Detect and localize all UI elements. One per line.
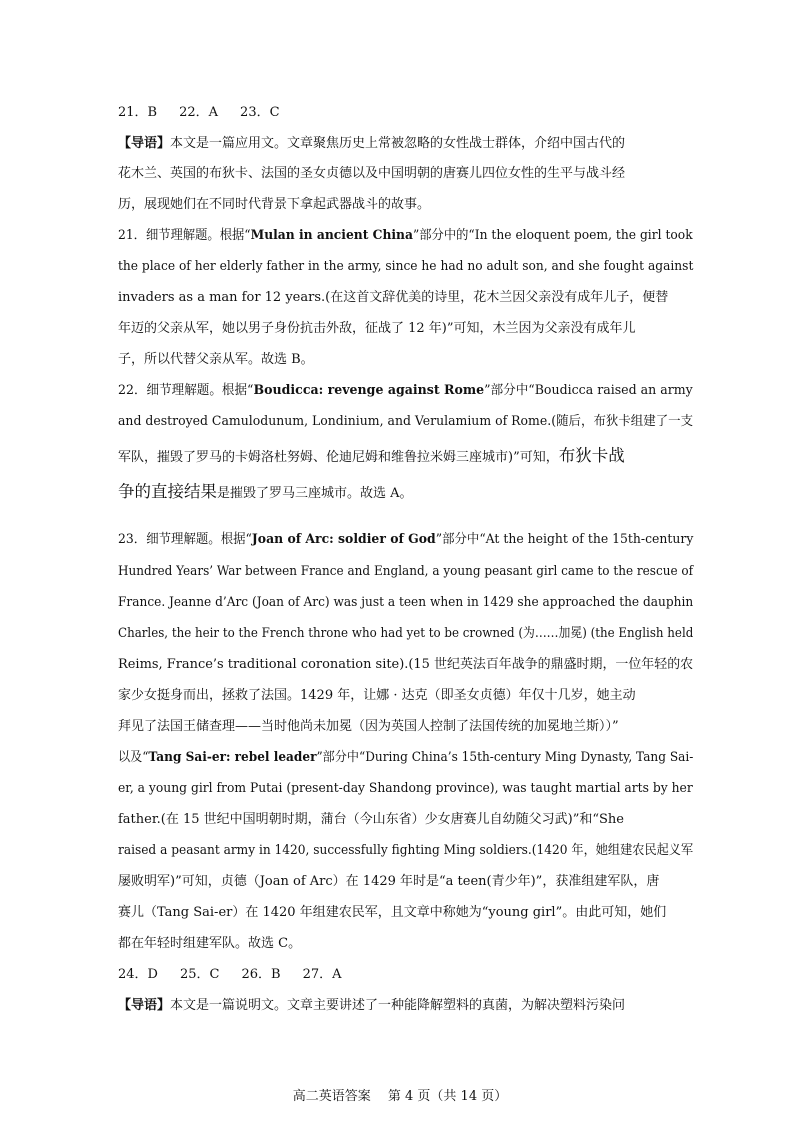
q21-line-4: 年迈的父亲从军，她以男子身份抗击外敌，征战了 12 年)”可知，木兰因为父亲没有成年儿 [118, 321, 636, 336]
intro2-tag: 【导语】 [118, 998, 171, 1013]
q23-section-title: Joan of Arc: soldier of God [251, 532, 436, 547]
q23-line-3: France. Jeanne d’Arc (Joan of Arc) was just a teen when in 1429 she approached the dauphin [118, 595, 694, 610]
q23-section-title-2: Tang Sai-er: rebel leader [148, 750, 317, 765]
answer-27: 27．A [302, 967, 342, 982]
answer-26: 26．B [241, 967, 281, 982]
q21-line-1: 21．细节理解题。根据“Mulan in ancient China”部分中的“In the eloquent poem, the girl took [118, 228, 693, 243]
q21-section-title: Mulan in ancient China [250, 228, 413, 243]
q23-line-7: 拜见了法国王储查理——当时他尚未加冕（因为英国人控制了法国传统的加冕地兰斯））” [118, 719, 619, 734]
answer-21: 21．B [118, 105, 158, 120]
q21-line-2: the place of her elderly father in the army, since he had no adult son, and she fought against [118, 259, 694, 274]
intro-tag: 【导语】 [118, 136, 171, 151]
intro2-line-1: 【导语】本文是一篇说明文。文章主要讲述了一种能降解塑料的真菌，为解决塑料污染问 [118, 998, 626, 1013]
page-footer: 高二英语答案 第 4 页（共 14 页） [292, 1089, 508, 1104]
q23-line-8: 以及“Tang Sai-er: rebel leader”部分中“During China’s 15th-century Ming Dynasty, Tang Sai- [118, 750, 694, 765]
q23-line-11: raised a peasant army in 1420, successfully fighting Ming soldiers.(1420 年，她组建农民起义军 [118, 843, 694, 858]
q22-emphasis-1: 布狄卡战 [558, 446, 625, 465]
answer-row-21-23 [118, 103, 693, 123]
answer-row-24-27 [118, 965, 693, 985]
q22-line-2: and destroyed Camulodunum, Londinium, and Verulamium of Rome.(随后，布狄卡组建了一支 [118, 414, 694, 429]
answer-24: 24．D [118, 967, 158, 982]
q23-line-9: er, a young girl from Putai (present-day Shandong province), was taught martial arts by her [118, 781, 693, 796]
q21-line-5: 子，所以代替父亲从军。故选 B。 [118, 352, 314, 367]
q22-emphasis-2: 争的直接结果 [118, 482, 217, 501]
intro-line-2: 花木兰、英国的布狄卡、法国的圣女贞德以及中国明朝的唐赛儿四位女性的生平与战斗经 [118, 166, 626, 181]
q22-line-4: 争的直接结果是摧毁了罗马三座城市。故选 A。 [118, 482, 413, 501]
q23-line-2: Hundred Years’ War between France and England, a young peasant girl came to the rescue of [118, 564, 694, 579]
q22-section-title: Boudicca: revenge against Rome [253, 383, 485, 398]
q23-line-1: 23．细节理解题。根据“Joan of Arc: soldier of God”部分中“At the height of the 15th-century [118, 532, 694, 547]
q22-line-3: 军队，摧毁了罗马的卡姆洛杜努姆、伦迪尼姆和维鲁拉米姆三座城市)”可知，布狄卡战 [118, 446, 625, 465]
intro-line-3: 历，展现她们在不同时代背景下拿起武器战斗的故事。 [118, 197, 431, 212]
q23-line-13: 赛儿（Tang Sai-er）在 1420 年组建农民军，且文章中称她为“young girl”。由此可知，她们 [118, 905, 667, 920]
q23-line-12: 屡败明军)”可知，贞德（Joan of Arc）在 1429 年时是“a teen(青少年)”，获准组建军队，唐 [118, 874, 660, 889]
q23-line-10: father.(在 15 世纪中国明朝时期，蒲台（今山东省）少女唐赛儿自幼随父习武)”和“She [118, 812, 624, 827]
q22-line-1: 22．细节理解题。根据“Boudicca: revenge against Rome”部分中“Boudicca raised an army [118, 383, 693, 398]
answer-25: 25．C [179, 967, 220, 982]
q23-line-4: Charles, the heir to the French throne who had yet to be crowned (为……加冕) (the English held [118, 626, 694, 641]
intro-line-1: 【导语】本文是一篇应用文。文章聚焦历史上常被忽略的女性战士群体，介绍中国古代的 [118, 136, 626, 151]
answer-22: 22．A [179, 105, 219, 120]
q21-line-3: invaders as a man for 12 years.(在这首文辞优美的诗里，花木兰因父亲没有成年儿子，便替 [118, 290, 669, 305]
q23-line-14: 都在年轻时组建军队。故选 C。 [118, 936, 302, 951]
answer-23: 23．C [240, 105, 280, 120]
q23-line-5: Reims, France’s traditional coronation site).(15 世纪英法百年战争的鼎盛时期，一位年轻的农 [118, 657, 694, 672]
q23-line-6: 家少女挺身而出，拯救了法国。1429 年，让娜 · 达克（即圣女贞德）年仅十几岁，她主动 [118, 688, 636, 703]
